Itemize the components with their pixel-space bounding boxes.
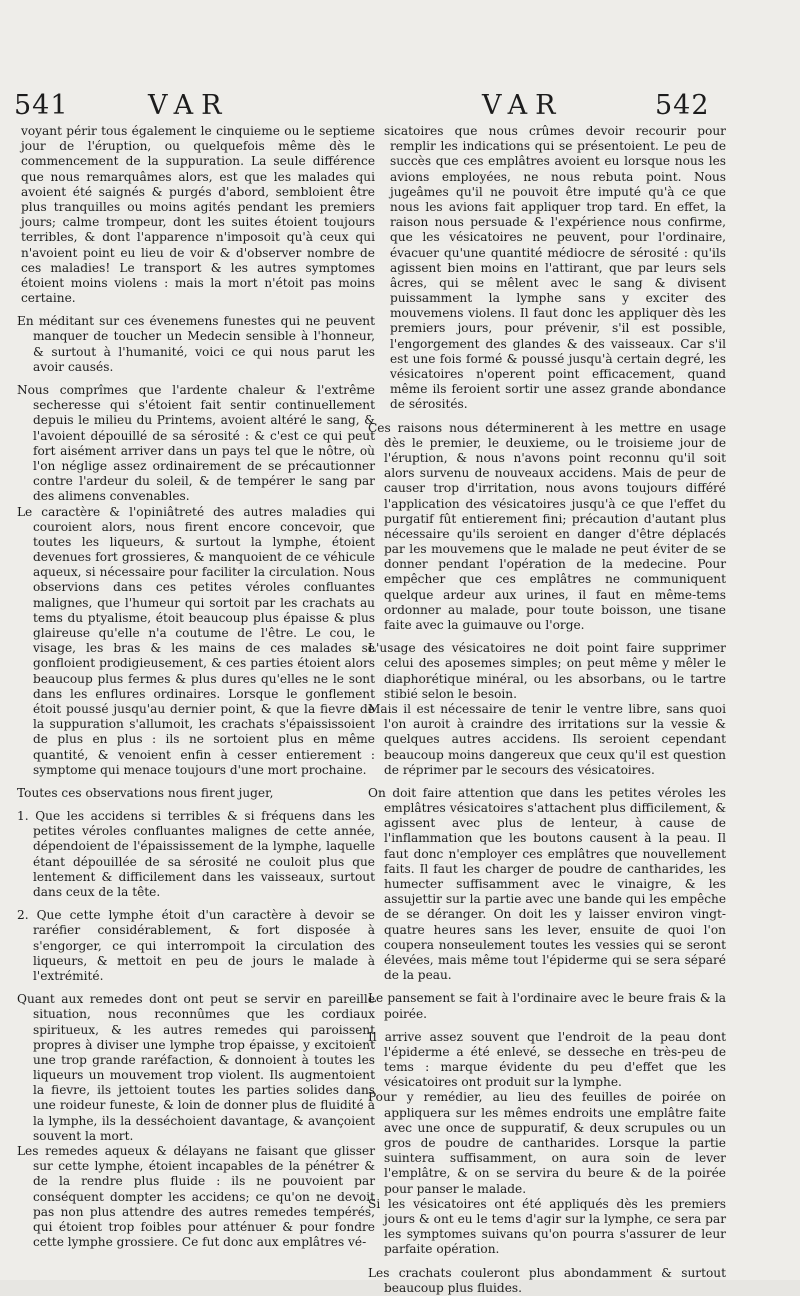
left-column [17, 124, 375, 1250]
paragraph: Toutes ces observations nous firent juger, [17, 785, 274, 800]
paragraph: sicatoires que nous crûmes devoir recourir pour remplir les indications qui se présentoient. Le peu de succès que ces emplâtres avoient eu lorsque nous les avions employées, ne nous rebuta point. Nous jugeâmes qu'il ne pouvoit être imputé qu'à ce que nous les avions fait appliquer trop tard. En effet, la raison nous persuade & l'expérience nous confirme, que les vésicatoires ne peuvent, pour l'ordinaire, évacuer qu'une quantité médiocre de sérosité : qu'ils agissent bien moins en l'attirant, que par leurs sels âcres, qui se mêlent avec le sang & divisent puissamment la lymphe sans y exciter des mouvemens violens. Il faut donc les appliquer dès les premiers jours, pour prévenir, s'il est possible, l'engorgement des glandes & des vaisseaux. Car s'il est une fois formé & poussé jusqu'à certain degré, les vésicatoires n'operent point efficacement, quand même ils feroient sortir une assez grande abondance de sérosités. [384, 124, 726, 412]
right-page-number: 542 [655, 90, 710, 121]
paragraph: 2. Que cette lymphe étoit d'un caractère à devoir se raréfier considérablement, & fort disposée à s'engorger, ce qui interrompoit la circulation des liqueurs, & mettoit en peu de jours le malade à l'extrémité. [17, 908, 375, 983]
left-page-number: 541 [14, 90, 69, 121]
paragraph: Quant aux remedes dont ont peut se servir en pareille situation, nous reconnûmes que les cordiaux spiritueux, & les autres remedes qui paroissent propres à diviser une lymphe trop épaisse, y excitoient une trop grande raréfaction, & donnoient à toutes les liqueurs un mouvement trop violent. Ils augmentoient la fievre, ils jettoient toutes les parties solides dans une roideur funeste, & loin de donner plus de fluidité à la lymphe, ils la desséchoient davantage, & avançoient souvent la mort. [17, 992, 375, 1143]
paragraph: voyant périr tous également le cinquieme ou le septieme jour de l'éruption, ou quelquefois même dès le commencement de la suppuration. La seule différence que nous remarquâmes alors, est que les malades qui avoient été saignés & purgés d'abord, sembloient être plus tranquilles ou moins agités pendant les premiers jours; calme trompeur, dont les suites étoient toujours terribles, & dont l'apparence n'imposoit qu'à ceux qui n'avoient point eu lieu de voir & d'observer nombre de ces maladies! Le transport & les autres symptomes étoient moins violens : mais la mort n'étoit pas moins certaine. [21, 124, 375, 306]
paragraph: L'usage des vésicatoires ne doit point faire supprimer celui des aposemes simples; on peut même y mêler le diaphorétique minéral, ou les absorbans, ou le tartre stibié selon le besoin. [368, 641, 726, 701]
paragraph: Nous comprîmes que l'ardente chaleur & l'extrême secheresse qui s'étoient fait sentir continuellement depuis le milieu du Printems, avoient altéré le sang, & l'avoient dépouillé de sa sérosité : & c'est ce qui peut fort aisément arriver dans un pays tel que le nôtre, où l'on néglige assez ordinairement de se précautionner contre l'ardeur du soleil, & de tempérer le sang par des alimens convenables. [17, 383, 375, 504]
paragraph: 1. Que les accidens si terribles & si fréquens dans les petites véroles confluantes malignes de cette année, dépendoient de l'épaississement de la lymphe, laquelle étant dépouillée de sa sérosité ne couloit plus que lentement & difficilement dans les vaisseaux, surtout dans ceux de la tête. [17, 809, 375, 899]
paragraph: Il arrive assez souvent que l'endroit de la peau dont l'épiderme a été enlevé, se desseche en très-peu de tems : marque évidente du peu d'effet que les vésicatoires ont produit sur la lymphe. [368, 1029, 726, 1090]
paragraph: On doit faire attention que dans les petites véroles les emplâtres vésicatoires s'attachent plus difficilement, & agissent avec plus de lenteur, à cause de l'inflammation que les boutons causent à la peau. Il faut donc n'employer ces emplâtres que nouvellement faits. Il faut les charger de poudre de cantharides, les humecter suffisamment avec le vinaigre, & les assujettir sur la partie avec une bande qui les empêche de se déranger. On doit les y laisser environ vingt-quatre heures sans les lever, ensuite de quoi l'on coupera nonseulement toutes les vessies qui se seront élevées, mais même tout l'épiderme qui se sera séparé de la peau. [368, 785, 726, 983]
paragraph: Les remedes aqueux & délayans ne faisant que glisser sur cette lymphe, étoient incapables de la pénétrer & de la rendre plus fluide : ils ne pouvoient par conséquent dompter les accidens; ce qu'on ne devoit pas non plus attendre des autres remedes tempérés, qui étoient trop foibles pour atténuer & pour fondre cette lymphe grossiere. Ce fut donc aux emplâtres vé- [17, 1144, 375, 1250]
right-running-head: VAR [482, 90, 564, 121]
paragraph: Pour y remédier, au lieu des feuilles de poirée on appliquera sur les mêmes endroits une emplâtre faite avec une once de suppuratif, & deux scrupules ou un gros de poudre de cantharides. Lorsque la partie suintera suffisamment, on aura soin de lever l'emplâtre, & on se servira du beure & de la poirée pour panser le malade. [368, 1090, 726, 1196]
paragraph: Si les vésicatoires ont été appliqués dès les premiers jours & ont eu le tems d'agir sur la lymphe, ce sera par les symptomes suivans qu'on pourra s'assurer de leur parfaite opération. [368, 1196, 726, 1257]
paragraph: Le pansement se fait à l'ordinaire avec le beure frais & la poirée. [368, 991, 726, 1021]
paragraph: Les crachats couleront plus abondamment & surtout beaucoup plus fluides. [368, 1265, 726, 1295]
paragraph: Mais il est nécessaire de tenir le ventre libre, sans quoi l'on auroit à craindre des irritations sur la vessie & quelques autres accidens. Ils seroient cependant beaucoup moins dangereux que ceux qu'il est question de réprimer par le secours des vésicatoires. [368, 701, 726, 777]
paragraph: Le caractère & l'opiniâtreté des autres maladies qui couroient alors, nous firent encore concevoir, que toutes les liqueurs, & surtout la lymphe, étoient devenues fort grossieres, & manquoient de ce véhicule aqueux, si nécessaire pour faciliter la circulation. Nous observions dans ces petites véroles confluantes malignes, que l'humeur qui sortoit par les crachats au tems du ptyalisme, étoit beaucoup plus épaisse & plus glaireuse qu'elle n'a coutume de l'être. Le cou, le visage, les bras & les mains de ces malades se gonfloient prodigieusement, & ces parties étoient alors beaucoup plus fermes & plus dures qu'elles ne le sont dans les enflures ordinaires. Lorsque le gonflement étoit poussé jusqu'au dernier point, & que la fievre de la suppuration s'allumoit, les crachats s'épaississoient de plus en plus : ils ne sortoient plus en même quantité, & venoient enfin à cesser entierement : symptome qui menace toujours d'une mort prochaine. [17, 504, 375, 777]
right-column [368, 124, 726, 1296]
paragraph: Ces raisons nous déterminerent à les mettre en usage dès le premier, le deuxieme, ou le troisieme jour de l'éruption, & nous n'avons point reconnu qu'il soit alors survenu de nouveaux accidens. Mais de peur de causer trop d'irritation, nous avons toujours différé l'application des vésicatoires jusqu'à ce que l'effet du purgatif fût entierement fini; précaution d'autant plus nécessaire qu'ils seroient en danger d'être déplacés par les mouvemens que le malade ne peut éviter de se donner pendant l'opération de la medecine. Pour empêcher que ces emplâtres ne communiquent quelque ardeur aux urines, il faut en même-tems ordonner au malade, pour toute boisson, une tisane faite avec la guimauve ou l'orge. [368, 420, 726, 632]
left-running-head: VAR [148, 90, 230, 121]
paragraph: En méditant sur ces évenemens funestes qui ne peuvent manquer de toucher un Medecin sensible à l'honneur, & surtout à l'humanité, voici ce qui nous parut les avoir causés. [17, 314, 375, 374]
